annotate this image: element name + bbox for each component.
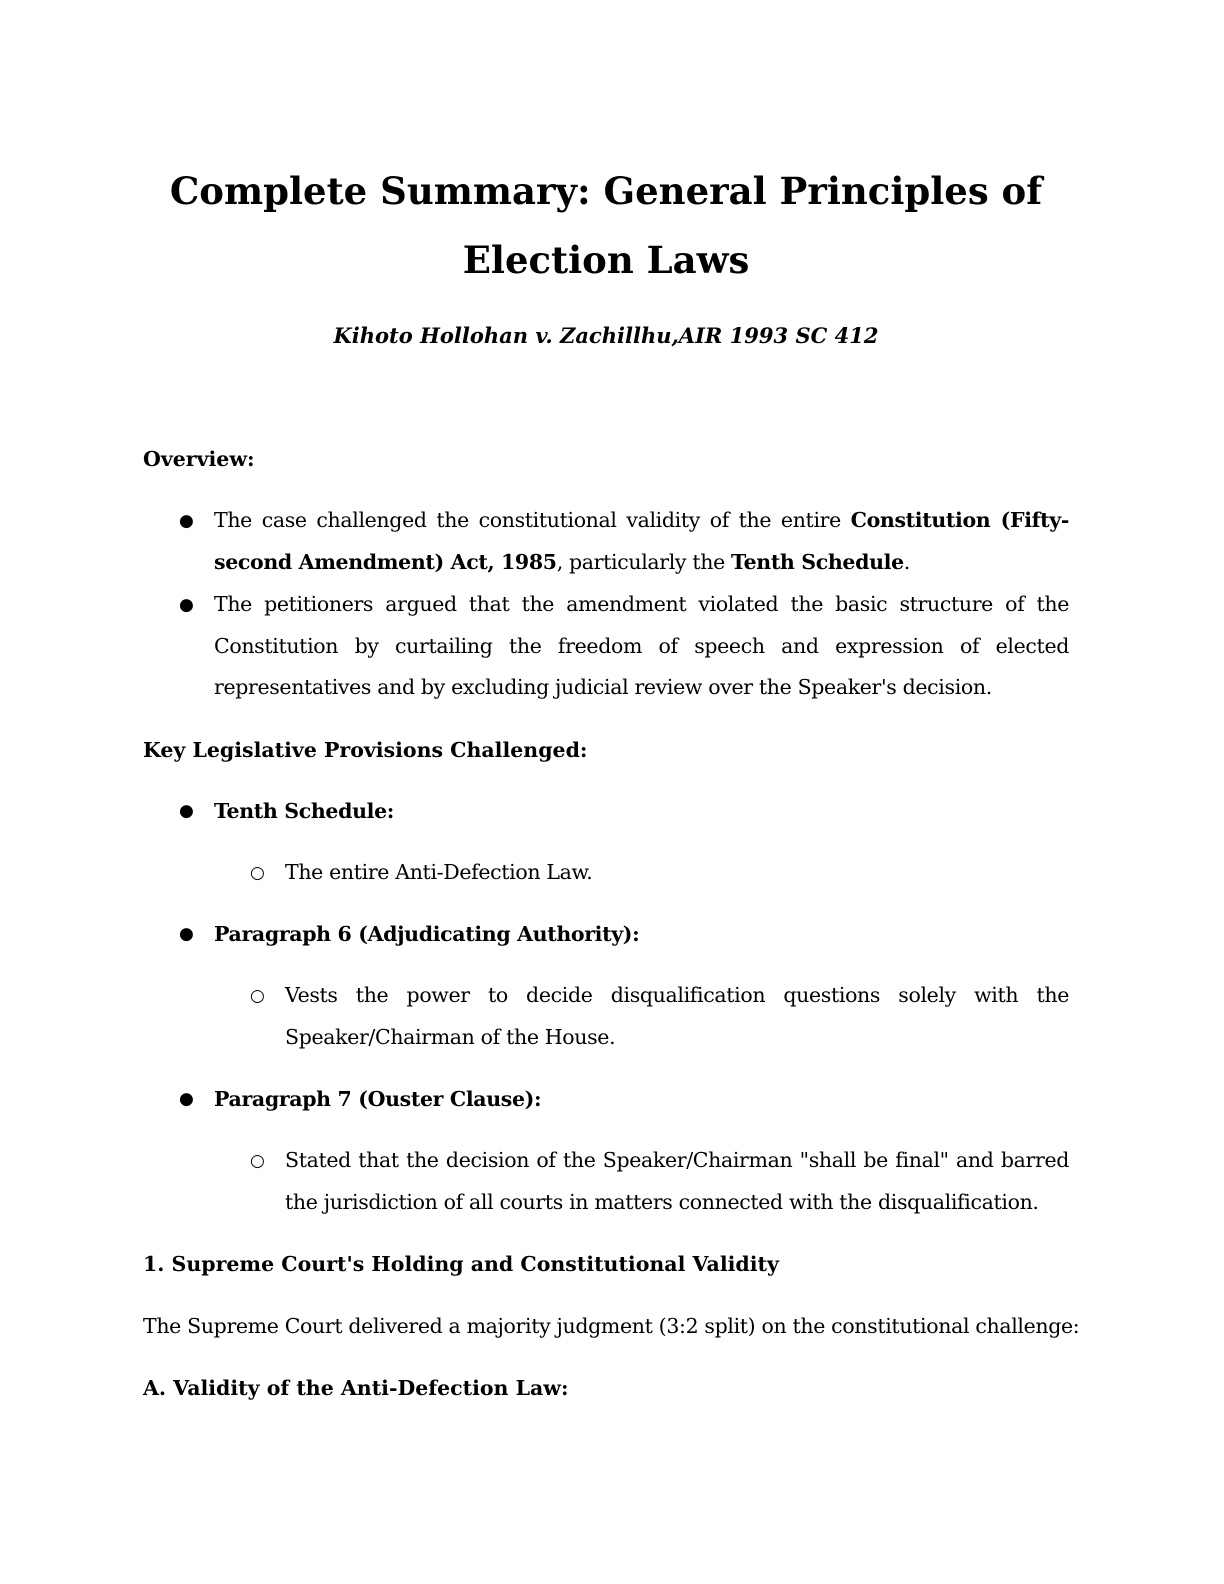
bullet-marker: ● [179, 595, 194, 615]
bullet-marker: ● [179, 1089, 194, 1109]
overview-bullet-text: The case challenged the constitutional validity of the entire Constitution (Fifty-second Amendment) Act, 1985, particularly the Tenth Schedule. [214, 508, 1069, 574]
bullet-marker: ● [179, 801, 194, 821]
provisions-heading: Key Legislative Provisions Challenged: [143, 738, 588, 762]
provision-label: Tenth Schedule: [214, 799, 394, 823]
subsection-heading: A. Validity of the Anti-Defection Law: [143, 1376, 569, 1400]
overview-heading: Overview: [143, 447, 255, 471]
sub-bullet-marker: ○ [250, 863, 265, 883]
section-heading: 1. Supreme Court's Holding and Constitutional Validity [143, 1252, 779, 1276]
case-citation: Kihoto Hollohan v. Zachillhu,AIR 1993 SC 412 [333, 323, 879, 348]
provision-label: Paragraph 6 (Adjudicating Authority): [214, 922, 640, 946]
provision-detail-text: Stated that the decision of the Speaker/Chairman "shall be final" and barred the jurisdiction of all courts in matters connected with the disqualification. [285, 1148, 1069, 1214]
provision-detail-text: The entire Anti-Defection Law. [285, 860, 593, 884]
sub-bullet-marker: ○ [250, 1151, 265, 1171]
section-intro: The Supreme Court delivered a majority judgment (3:2 split) on the constitutional challenge: [143, 1314, 1080, 1338]
bullet-marker: ● [179, 511, 194, 531]
provision-label: Paragraph 7 (Ouster Clause): [214, 1087, 542, 1111]
document-title: Complete Summary: General Principles of Election Laws [169, 169, 1043, 282]
provision-detail-text: Vests the power to decide disqualification questions solely with the Speaker/Chairman of the House. [285, 983, 1069, 1049]
overview-bullet-text: The petitioners argued that the amendment violated the basic structure of the Constitution by curtailing the freedom of speech and expression of elected representatives and by excluding judicial review over the Speaker's decision. [214, 592, 1069, 699]
sub-bullet-marker: ○ [250, 986, 265, 1006]
bullet-marker: ● [179, 924, 194, 944]
